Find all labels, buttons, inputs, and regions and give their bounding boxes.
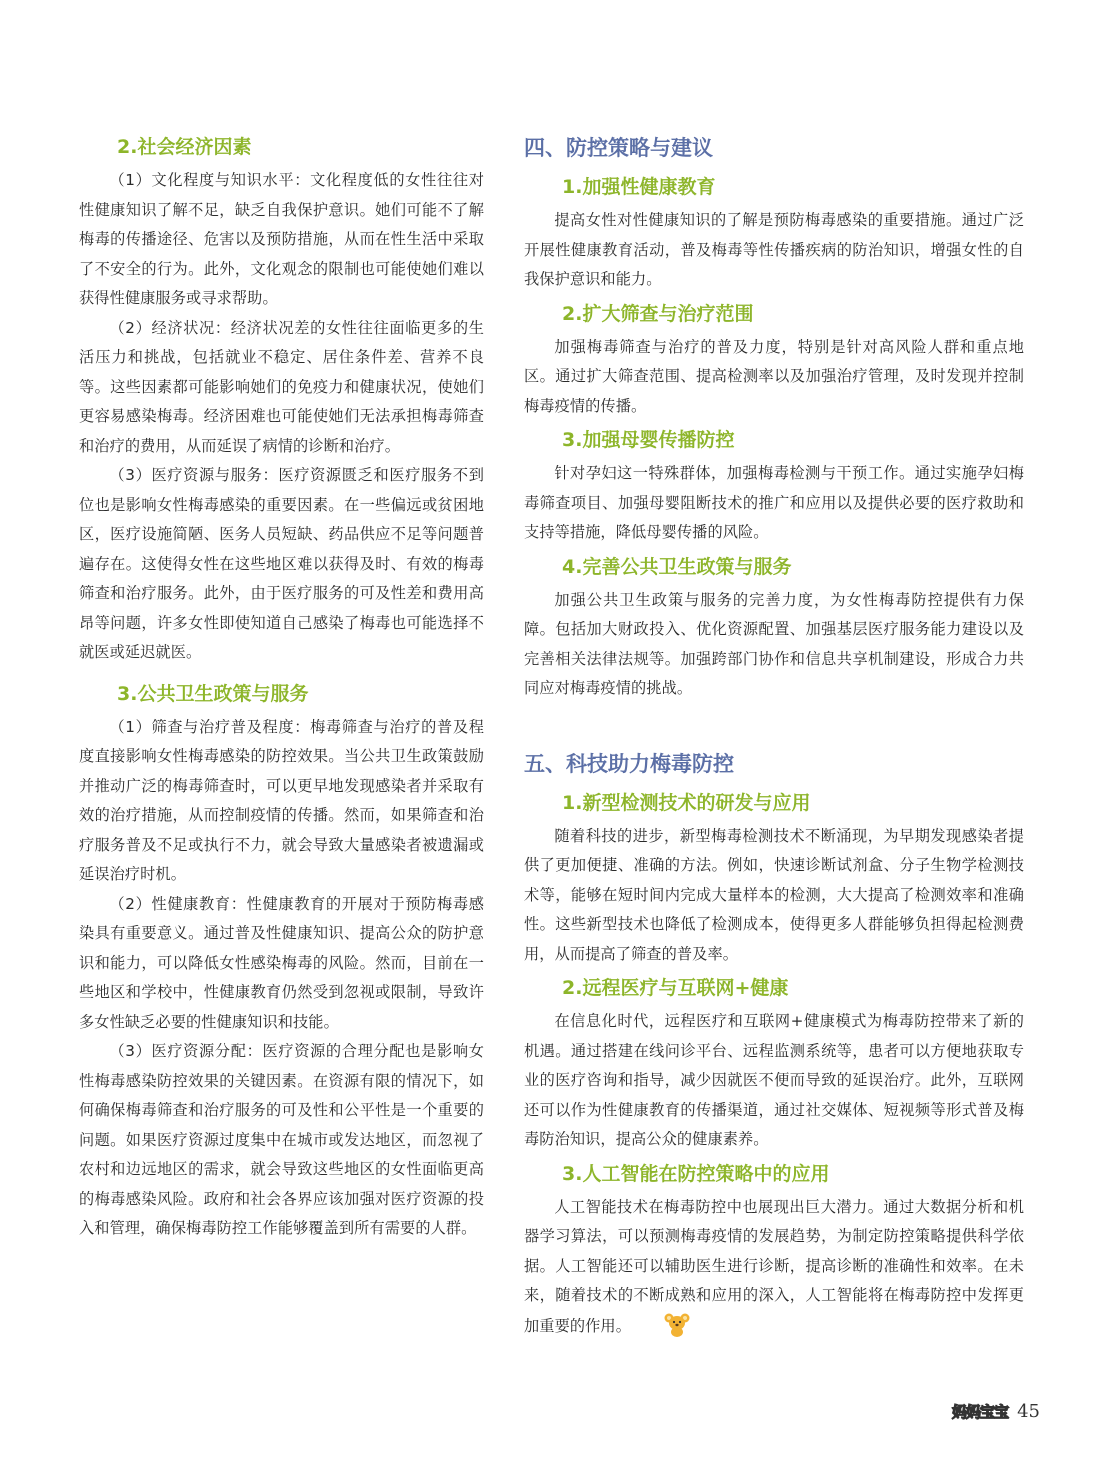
paragraph-education-level: （1）文化程度与知识水平：文化程度低的女性往往对性健康知识了解不足，缺乏自我保护意识。她们可能不了解梅毒的传播途径、危害以及预防措施，从而在性生活中采取了不安全的行为。此外，文化观念的限制也可能使她们难以获得性健康服务或寻求帮助。 xyxy=(79,171,484,307)
paragraph-ai-text: 人工智能技术在梅毒防控中也展现出巨大潜力。通过大数据分析和机器学习算法，可以预测梅毒疫情的发展趋势，为制定防控策略提供科学依据。人工智能还可以辅助医生进行诊断，提高诊断的准确性和效率。在未来，随着技术的不断成熟和应用的深入，人工智能将在梅毒防控中发挥更加重要的作用。 xyxy=(524,1197,1024,1335)
subheading-expand-screening: 2.扩大筛查与治疗范围 xyxy=(562,302,754,325)
paragraph-health-education: 提高女性对性健康知识的了解是预防梅毒感染的重要措施。通过广泛开展性健康教育活动，普及梅毒等性传播疾病的防治知识，增强女性的自我保护意识和能力。 xyxy=(524,211,1024,288)
paragraph-economic-status: （2）经济状况：经济状况差的女性往往面临更多的生活压力和挑战，包括就业不稳定、居住条件差、营养不良等。这些因素都可能影响她们的免疫力和健康状况，使她们更容易感染梅毒。经济困难也可能使她们无法承担梅毒筛查和治疗的费用，从而延误了病情的诊断和治疗。 xyxy=(79,318,484,455)
subheading-health-education: 1.加强性健康教育 xyxy=(562,176,716,198)
subheading-ai: 3.人工智能在防控策略中的应用 xyxy=(562,1162,830,1185)
paragraph-mother-infant: 针对孕妇这一特殊群体，加强梅毒检测与干预工作。通过实施孕妇梅毒筛查项目、加强母婴阻断技术的推广和应用以及提供必要的医疗救助和支持等措施，降低母婴传播的风险。 xyxy=(524,464,1024,541)
subheading-public-policy: 4.完善公共卫生政策与服务 xyxy=(562,555,792,578)
koala-icon xyxy=(634,1311,660,1337)
paragraph-screening-treatment: （1）筛查与治疗普及程度：梅毒筛查与治疗的普及程度直接影响女性梅毒感染的防控效果。当公共卫生政策鼓励并推动广泛的梅毒筛查时，可以更早地发现感染者并采取有效的治疗措施，从而控制疫情的传播。然而，如果筛查和治疗服务普及不足或执行不力，就会导致大量感染者被遗漏或延误治疗时机。 xyxy=(79,717,484,883)
section-title-technology: 五、科技助力梅毒防控 xyxy=(524,750,734,776)
paragraph-ai xyxy=(524,1193,1024,1342)
subheading-public-health-policy: 3.公共卫生政策与服务 xyxy=(117,682,309,705)
left-column xyxy=(79,128,484,1244)
magazine-brand: 妈妈宝宝 xyxy=(952,1403,1009,1421)
paragraph-sex-education: （2）性健康教育：性健康教育的开展对于预防梅毒感染具有重要意义。通过普及性健康知识、提高公众的防护意识和能力，可以降低女性感染梅毒的风险。然而，目前在一些地区和学校中，性健康教育仍然受到忽视或限制，导致许多女性缺乏必要的性健康知识和技能。 xyxy=(79,894,484,1031)
page-number: 45 xyxy=(1017,1401,1041,1422)
paragraph-new-detection: 随着科技的进步，新型梅毒检测技术不断涌现，为早期发现感染者提供了更加便捷、准确的方法。例如，快速诊断试剂盒、分子生物学检测技术等，能够在短时间内完成大量样本的检测，大大提高了检测效率和准确性。这些新型技术也降低了检测成本，使得更多人群能够负担得起检测费用，从而提高了筛查的普及率。 xyxy=(524,826,1024,963)
page-footer xyxy=(952,1401,1040,1427)
subheading-new-detection: 1.新型检测技术的研发与应用 xyxy=(562,791,811,814)
subheading-socioeconomic: 2.社会经济因素 xyxy=(117,136,252,158)
subheading-telemedicine: 2.远程医疗与互联网+健康 xyxy=(562,977,789,999)
paragraph-expand-screening: 加强梅毒筛查与治疗的普及力度，特别是针对高风险人群和重点地区。通过扩大筛查范围、提高检测率以及加强治疗管理，及时发现并控制梅毒疫情的传播。 xyxy=(524,337,1024,415)
paragraph-medical-resources: （3）医疗资源与服务：医疗资源匮乏和医疗服务不到位也是影响女性梅毒感染的重要因素。在一些偏远或贫困地区，医疗设施简陋、医务人员短缺、药品供应不足等问题普遍存在。这使得女性在这些地区难以获得及时、有效的梅毒筛查和治疗服务。此外，由于医疗服务的可及性差和费用高昂等问题，许多女性即使知道自己感染了梅毒也可能选择不就医或延迟就医。 xyxy=(79,466,484,661)
section-title-prevention: 四、防控策略与建议 xyxy=(524,135,713,160)
paragraph-telemedicine: 在信息化时代，远程医疗和互联网+健康模式为梅毒防控带来了新的机遇。通过搭建在线问诊平台、远程监测系统等，患者可以方便地获取专业的医疗咨询和指导，减少因就医不便而导致的延误治疗。此外，互联网还可以作为性健康教育的传播渠道，通过社交媒体、短视频等形式普及梅毒防治知识，提高公众的健康素养。 xyxy=(524,1012,1024,1148)
right-column xyxy=(524,128,1024,1341)
paragraph-resource-allocation: （3）医疗资源分配：医疗资源的合理分配也是影响女性梅毒感染防控效果的关键因素。在资源有限的情况下，如何确保梅毒筛查和治疗服务的可及性和公平性是一个重要的问题。如果医疗资源过度集中在城市或发达地区，而忽视了农村和边远地区的需求，就会导致这些地区的女性面临更高的梅毒感染风险。政府和社会各界应该加强对医疗资源的投入和管理，确保梅毒防控工作能够覆盖到所有需要的人群。 xyxy=(79,1042,484,1237)
paragraph-public-policy: 加强公共卫生政策与服务的完善力度，为女性梅毒防控提供有力保障。包括加大财政投入、优化资源配置、加强基层医疗服务能力建设以及完善相关法律法规等。加强跨部门协作和信息共享机制建设，形成合力共同应对梅毒疫情的挑战。 xyxy=(524,590,1024,697)
subheading-mother-infant: 3.加强母婴传播防控 xyxy=(562,429,735,451)
